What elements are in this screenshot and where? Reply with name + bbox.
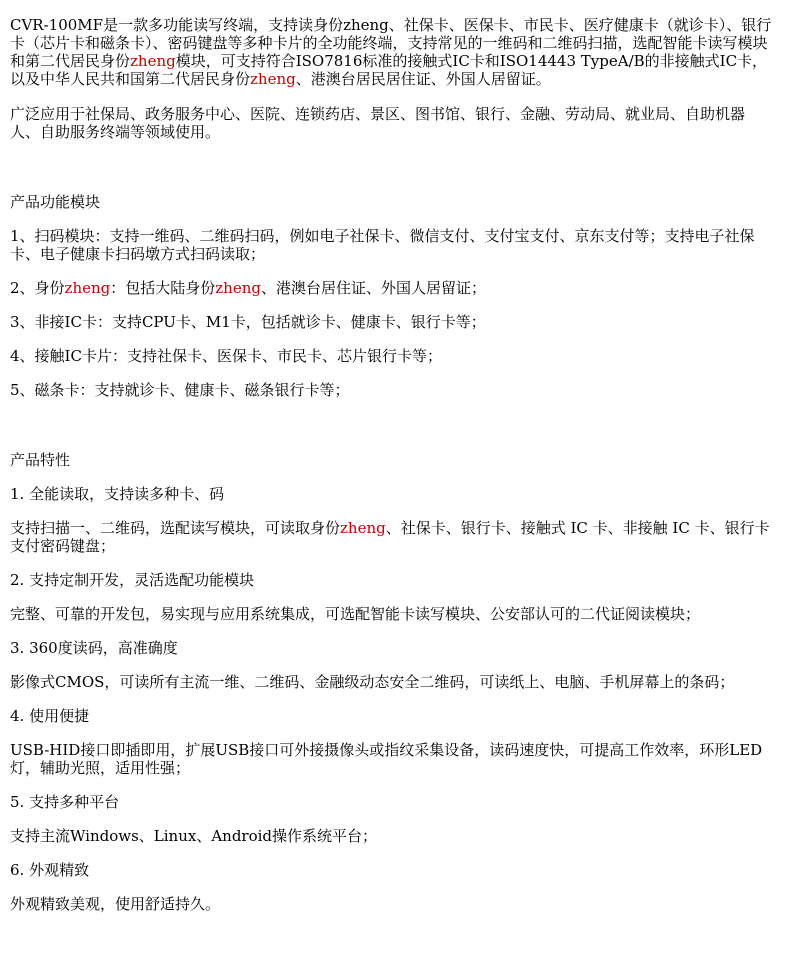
feature-title: 5. 支持多种平台 <box>10 793 120 811</box>
modules-list <box>10 227 774 399</box>
feature-title: 4. 使用便捷 <box>10 707 90 725</box>
text-run: USB-HID接口即插即用，扩展USB接口可外接摄像头或指纹采集设备，读码速度快，可提高工作效率，环形LED灯，辅助光照，适用性强； <box>10 741 763 777</box>
feature-title: 1. 全能读取，支持读多种卡、码 <box>10 485 225 503</box>
text-run: 、港澳台居民居住证、外国人居留证。 <box>295 70 551 88</box>
text-run: 1、扫码模块：支持一维码、二维码扫码，例如电子社保卡、微信支付、支付宝支付、京东支付等；支持电子社保卡、电子健康卡扫码墩方式扫码读取； <box>10 227 755 263</box>
feature-body <box>10 519 774 555</box>
text-run: 、港澳台居住证、外国人居留证； <box>260 279 486 297</box>
module-item <box>10 227 774 263</box>
features-list <box>10 485 774 913</box>
feature-body <box>10 605 774 623</box>
section-spacer <box>10 141 774 193</box>
text-run: 4、接触IC卡片：支持社保卡、医保卡、市民卡、芯片银行卡等； <box>10 347 442 365</box>
text-run: 外观精致美观，使用舒适持久。 <box>10 895 221 913</box>
highlight-text: zheng <box>130 52 176 70</box>
feature-title: 3. 360度读码，高准确度 <box>10 639 178 657</box>
feature-body <box>10 827 774 845</box>
feature-title: 2. 支持定制开发，灵活选配功能模块 <box>10 571 255 589</box>
feature-title: 6. 外观精致 <box>10 861 90 879</box>
text-run: 影像式CMOS，可读所有主流一维、二维码、金融级动态安全二维码，可读纸上、电脑、手机屏幕上的条码； <box>10 673 735 691</box>
highlight-text: zheng <box>64 279 111 297</box>
highlight-text: zheng <box>215 279 261 297</box>
module-item <box>10 347 774 365</box>
feature-body <box>10 895 774 913</box>
highlight-text: zheng <box>340 519 386 537</box>
text-run: 模块，可支持符合ISO7816标准的接触式IC卡和ISO14443 TypeA/B的非接触式IC卡，以及中华人民共和国第二代居民身份 <box>10 52 768 88</box>
text-run: 2、身份 <box>10 279 65 297</box>
text-run: ：包括大陆身份 <box>110 279 216 297</box>
modules-heading: 产品功能模块 <box>10 193 101 211</box>
text-run: CVR-100MF是一款多功能读写终端，支持读身份zheng、社保卡、医保卡、市民卡、医疗健康卡（就诊卡）、银行卡（芯片卡和磁条卡）、密码键盘等多种卡片的全功能终端，支持常见的一维码和二维码扫描，选配智能卡读写模块和第二代居民身份 <box>10 16 772 70</box>
feature-body <box>10 741 774 777</box>
module-item <box>10 279 774 297</box>
text-run: 3、非接IC卡：支持CPU卡、M1卡，包括就诊卡、健康卡、银行卡等； <box>10 313 486 331</box>
highlight-text: zheng <box>250 70 296 88</box>
text-run: 支持扫描一、二维码，选配读写模块，可读取身份 <box>10 519 341 537</box>
intro-paragraph <box>10 16 774 88</box>
usage-paragraph: 广泛应用于社保局、政务服务中心、医院、连锁药店、景区、图书馆、银行、金融、劳动局、就业局、自助机器人、自助服务终端等领域使用。 <box>10 105 746 141</box>
text-run: 完整、可靠的开发包，易实现与应用系统集成，可选配智能卡读写模块、公安部认可的二代证阅读模块； <box>10 605 701 623</box>
text-run: 支持主流Windows、Linux、Android操作系统平台； <box>10 827 378 845</box>
module-item <box>10 313 774 331</box>
text-run: 、社保卡、银行卡、接触式 IC 卡、非接触 IC 卡、银行卡支付密码键盘； <box>10 519 770 555</box>
section-spacer <box>10 399 774 451</box>
module-item <box>10 381 774 399</box>
feature-body <box>10 673 774 691</box>
text-run: 5、磁条卡：支持就诊卡、健康卡、磁条银行卡等； <box>10 381 350 399</box>
features-heading: 产品特性 <box>10 451 71 469</box>
